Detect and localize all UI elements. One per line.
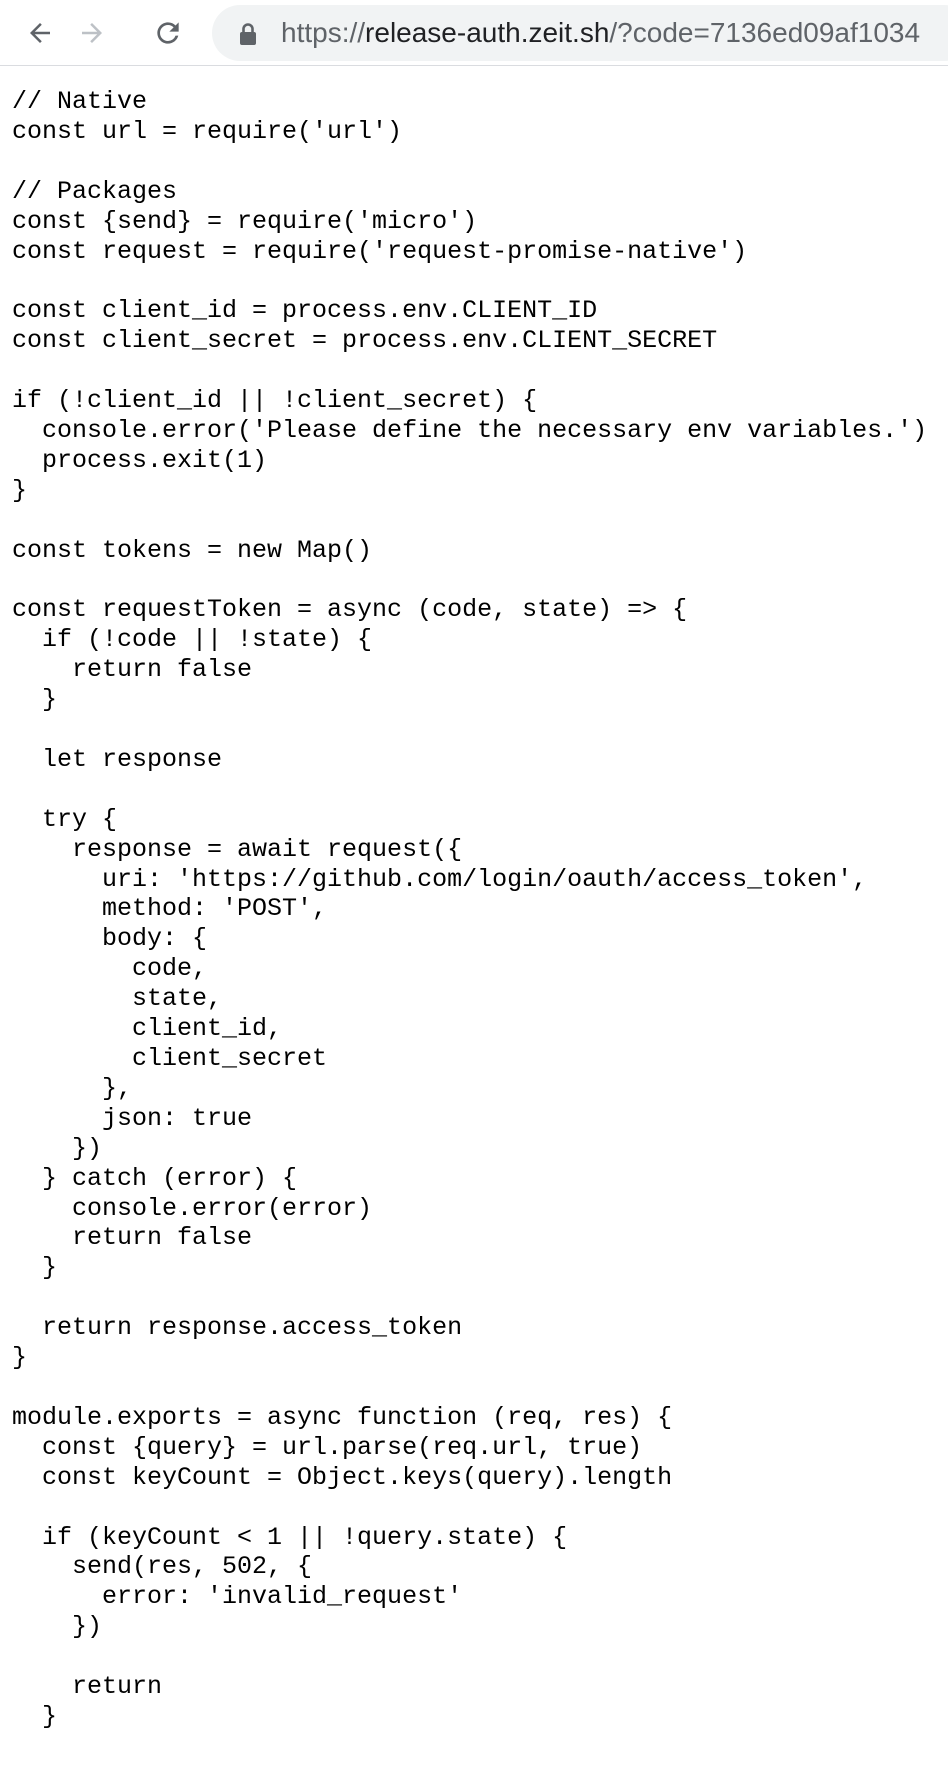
url-scheme: https:// [281, 17, 366, 48]
url-host: release-auth.zeit.sh [365, 17, 610, 48]
arrow-left-icon [25, 18, 55, 48]
address-bar[interactable] [212, 5, 948, 61]
arrow-right-icon [77, 18, 107, 48]
forward-button[interactable] [72, 13, 112, 53]
reload-icon [152, 17, 184, 49]
page-content [0, 67, 948, 1768]
reload-button[interactable] [148, 13, 188, 53]
url-path: /?code=7136ed09af1034 [609, 17, 921, 48]
back-button[interactable] [20, 13, 60, 53]
url-text [281, 5, 920, 61]
source-code: // Native const url = require('url') // Packages const {send} = require('micro') const request = require('request-promise-native') const client_id = process.env.CLIENT_ID const client_secret = process.env.CLIENT_SECRET if (!client_id || !client_secret) { console.error('Please define the necessary env variables.') process.exit(1) } const tokens = new Map() const requestToken = async (code, state) => { if (!code || !state) { return false } let response try { response = await request({ uri: 'https://github.com/login/oauth/access_token', method: 'POST', body: { code, state, client_id, client_secret }, json: true }) } catch (error) { console.error(error) return false } return response.access_token } module.exports = async function (req, res) { const {query} = url.parse(req.url, true) const keyCount = Object.keys(query).length if (keyCount < 1 || !query.state) { send(res, 502, { error: 'invalid_request' }) return } [12, 87, 928, 1731]
lock-icon [238, 22, 258, 46]
browser-toolbar [0, 0, 948, 66]
